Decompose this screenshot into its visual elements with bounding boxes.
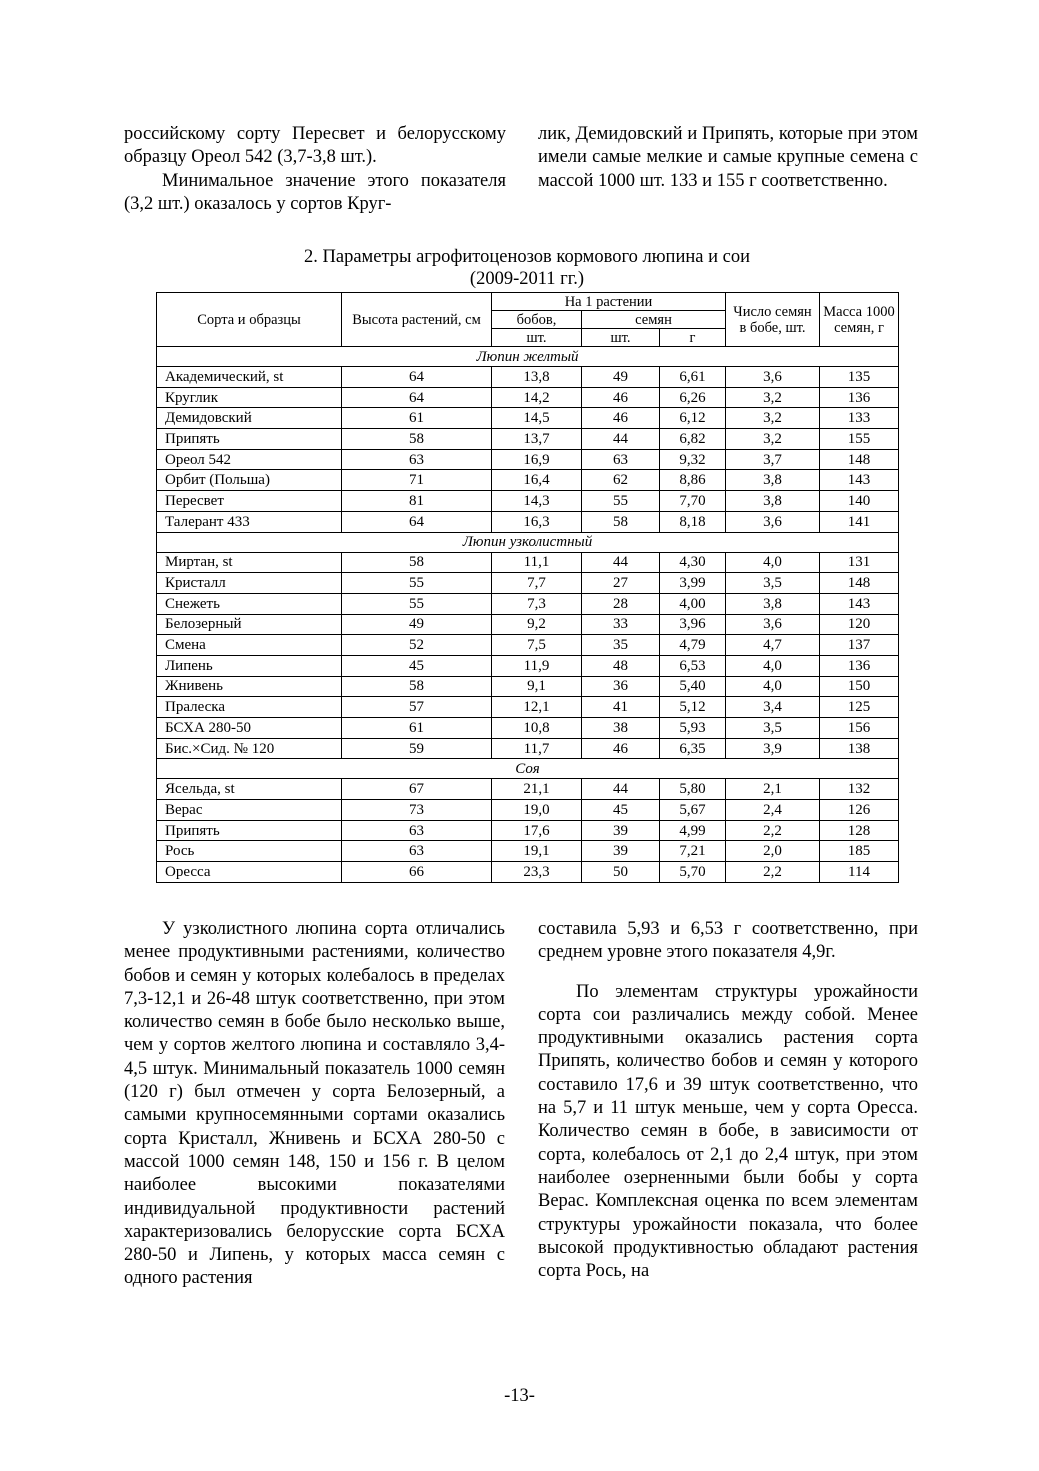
section-row [157, 347, 899, 367]
table-cell: 3,6 [726, 614, 820, 635]
table-cell: 55 [582, 491, 660, 512]
header-seeds: семян [582, 311, 726, 329]
table-row [157, 593, 899, 614]
table-cell: 38 [582, 718, 660, 739]
table-cell: 46 [582, 387, 660, 408]
header-pods: бобов, [492, 311, 582, 329]
table-cell: 71 [342, 470, 492, 491]
table-cell: 44 [582, 429, 660, 450]
paragraph: Минимальное значение этого показателя (3,2 шт.) оказалось у сортов Круг- [124, 170, 506, 214]
table-cell: 138 [820, 738, 899, 759]
table-cell: 28 [582, 593, 660, 614]
table-cell: 8,18 [660, 511, 726, 532]
section-title: Соя [157, 759, 899, 779]
table-cell: 9,2 [492, 614, 582, 635]
table-cell: 6,12 [660, 408, 726, 429]
table-row [157, 408, 899, 429]
table-cell: 3,5 [726, 718, 820, 739]
table-cell: 132 [820, 779, 899, 800]
table-cell: Пралеска [157, 697, 342, 718]
table-cell: Миртан, st [157, 552, 342, 573]
table-cell: 136 [820, 655, 899, 676]
table-row [157, 573, 899, 594]
table-row [157, 800, 899, 821]
table-cell: 50 [582, 862, 660, 883]
table-cell: 10,8 [492, 718, 582, 739]
table-row [157, 779, 899, 800]
table-row [157, 841, 899, 862]
table-cell: 7,5 [492, 635, 582, 656]
table-cell: 55 [342, 593, 492, 614]
table-cell: 7,3 [492, 593, 582, 614]
table-cell: 2,2 [726, 862, 820, 883]
table-cell: 4,99 [660, 820, 726, 841]
table-cell: 11,7 [492, 738, 582, 759]
table-cell: 2,0 [726, 841, 820, 862]
table-cell: 9,1 [492, 676, 582, 697]
table-cell: 4,0 [726, 676, 820, 697]
table-cell: 57 [342, 697, 492, 718]
table-cell: 155 [820, 429, 899, 450]
table-cell: 46 [582, 738, 660, 759]
table-cell: Круглик [157, 387, 342, 408]
table-cell: 11,9 [492, 655, 582, 676]
table-cell: 19,1 [492, 841, 582, 862]
table-cell: 58 [342, 429, 492, 450]
table-cell: Кристалл [157, 573, 342, 594]
table-cell: 3,9 [726, 738, 820, 759]
table-cell: 67 [342, 779, 492, 800]
table-cell: 156 [820, 718, 899, 739]
table-cell: 5,67 [660, 800, 726, 821]
table-caption [156, 246, 898, 290]
table-cell: 46 [582, 408, 660, 429]
section-title: Люпин желтый [157, 347, 899, 367]
table-cell: 143 [820, 593, 899, 614]
table-row [157, 552, 899, 573]
table-row [157, 676, 899, 697]
table-cell: 16,4 [492, 470, 582, 491]
table-cell: Белозерный [157, 614, 342, 635]
table-cell: 6,61 [660, 367, 726, 388]
table-row [157, 697, 899, 718]
table-cell: 6,53 [660, 655, 726, 676]
table-cell: 3,2 [726, 387, 820, 408]
table-cell: 4,79 [660, 635, 726, 656]
table-cell: Орбит (Польша) [157, 470, 342, 491]
header-mass-1000: Масса 1000 семян, г [820, 293, 899, 347]
table-cell: 135 [820, 367, 899, 388]
table-cell: Демидовский [157, 408, 342, 429]
table-cell: 5,40 [660, 676, 726, 697]
table-cell: 7,7 [492, 573, 582, 594]
table-cell: 61 [342, 718, 492, 739]
table-cell: 125 [820, 697, 899, 718]
table-cell: 2,2 [726, 820, 820, 841]
table-cell: 21,1 [492, 779, 582, 800]
table-row [157, 387, 899, 408]
table-cell: 9,32 [660, 449, 726, 470]
table-cell: 12,1 [492, 697, 582, 718]
table-cell: 59 [342, 738, 492, 759]
table-cell: 114 [820, 862, 899, 883]
table-cell: 39 [582, 841, 660, 862]
table-cell: 19,0 [492, 800, 582, 821]
table-cell: 3,8 [726, 491, 820, 512]
table-cell: 140 [820, 491, 899, 512]
table-cell: 2,1 [726, 779, 820, 800]
table-cell: 73 [342, 800, 492, 821]
table-title: 2. Параметры агрофитоценозов кормового люпина и сои [304, 247, 750, 267]
table-cell: 128 [820, 820, 899, 841]
table-cell: 150 [820, 676, 899, 697]
table-cell: Жнивень [157, 676, 342, 697]
page-number: -13- [504, 1386, 535, 1406]
table-cell: 143 [820, 470, 899, 491]
table-cell: Снежеть [157, 593, 342, 614]
text-top-right [538, 123, 918, 193]
table-cell: Ореол 542 [157, 449, 342, 470]
paragraph: У узколистного люпина сорта отличались менее продуктивными растениями, количество бобов и семян у которых колебалось в пределах 7,3-12,1 и 26-48 штук соответственно, при этом количество семян в бобе было несколько выше, чем у сортов желтого люпина и составляло 3,4-4,5 штук. Минимальный показатель 1000 семян (120 г) был отмечен у сорта Белозерный, а самыми крупносемянными сортами оказались сорта Кристалл, Жнивень и БСХА 280-50 с массой 1000 семян 148, 150 и 156 г. В целом наиболее высокими показателями индивидуальной продуктивности растений характеризовались белорусские сорта БСХА 280-50 и Липень, у которых масса семян с одного растения [124, 919, 505, 1289]
table-cell: 45 [582, 800, 660, 821]
table-row [157, 470, 899, 491]
table-cell: 3,6 [726, 367, 820, 388]
table-cell: 131 [820, 552, 899, 573]
paragraph: лик, Демидовский и Припять, которые при этом имели самые мелкие и самые крупные семена с массой 1000 шт. 133 и 155 г соответственно. [538, 124, 918, 191]
paragraph: По элементам структуры урожайности сорта сои различались между собой. Менее продуктивными оказались растения сорта Припять, количество бобов и семян у которого составило 17,6 и 39 штук соответственно, что на 5,7 и 11 штук меньше, чем у сорта Оресса. Количество семян в бобе, в зависимости от сорта, колебалось от 2,1 до 2,4 штук, при этом наиболее озерненными были бобы у сорта Верас. Комплексная оценка по всем элементам структуры урожайности показала, что более высокой продуктивностью обладают растения сорта Рось, на [538, 981, 918, 1282]
table-cell: 13,7 [492, 429, 582, 450]
table-cell: 5,70 [660, 862, 726, 883]
table-cell: 3,7 [726, 449, 820, 470]
header-variety: Сорта и образцы [157, 293, 342, 347]
table-cell: 7,70 [660, 491, 726, 512]
table-row [157, 511, 899, 532]
text-bottom-right [538, 918, 918, 1283]
table-cell: 2,4 [726, 800, 820, 821]
table-cell: 5,80 [660, 779, 726, 800]
table-cell: 27 [582, 573, 660, 594]
table-cell: 3,8 [726, 470, 820, 491]
table-cell: 45 [342, 655, 492, 676]
table-cell: 137 [820, 635, 899, 656]
table-cell: 16,3 [492, 511, 582, 532]
table-cell: 4,7 [726, 635, 820, 656]
table-cell: 6,82 [660, 429, 726, 450]
table-cell: 185 [820, 841, 899, 862]
text-top-left [124, 123, 506, 216]
table-cell: 66 [342, 862, 492, 883]
table-row [157, 614, 899, 635]
table-cell: 16,9 [492, 449, 582, 470]
table-cell: 3,99 [660, 573, 726, 594]
table-cell: 3,5 [726, 573, 820, 594]
table-cell: 4,30 [660, 552, 726, 573]
header-height: Высота растений, см [342, 293, 492, 347]
table-cell: 5,12 [660, 697, 726, 718]
table-row [157, 820, 899, 841]
table-cell: 14,5 [492, 408, 582, 429]
table-cell: 44 [582, 779, 660, 800]
table-cell: Талерант 433 [157, 511, 342, 532]
table-cell: 3,6 [726, 511, 820, 532]
table-cell: 133 [820, 408, 899, 429]
section-row [157, 532, 899, 552]
table-cell: 3,2 [726, 408, 820, 429]
table-cell: Липень [157, 655, 342, 676]
table-cell: 17,6 [492, 820, 582, 841]
table-row [157, 718, 899, 739]
table-cell: Академический, st [157, 367, 342, 388]
table-cell: 58 [342, 552, 492, 573]
table-cell: 39 [582, 820, 660, 841]
paragraph: российскому сорту Пересвет и белорусскому образцу Ореол 542 (3,7-3,8 шт.). [124, 124, 506, 168]
table-cell: 6,35 [660, 738, 726, 759]
data-table [156, 292, 899, 883]
table-row [157, 862, 899, 883]
header-seeds-g: г [660, 329, 726, 347]
table-cell: 3,96 [660, 614, 726, 635]
table-cell: 62 [582, 470, 660, 491]
table-cell: 11,1 [492, 552, 582, 573]
table-cell: 36 [582, 676, 660, 697]
text-bottom-left [124, 918, 505, 1291]
section-title: Люпин узколистный [157, 532, 899, 552]
table-cell: 5,93 [660, 718, 726, 739]
table-cell: Ясельда, st [157, 779, 342, 800]
table-cell: 35 [582, 635, 660, 656]
table-cell: 3,4 [726, 697, 820, 718]
table-cell: 49 [342, 614, 492, 635]
table-cell: Верас [157, 800, 342, 821]
table-cell: 55 [342, 573, 492, 594]
table-cell: 7,21 [660, 841, 726, 862]
table-cell: Бис.×Сид. № 120 [157, 738, 342, 759]
table-period: (2009-2011 гг.) [469, 269, 585, 289]
table-cell: 63 [342, 449, 492, 470]
table-body [157, 347, 899, 883]
table-cell: Припять [157, 429, 342, 450]
table-row [157, 655, 899, 676]
table-cell: 64 [342, 367, 492, 388]
table-cell: 3,8 [726, 593, 820, 614]
table-cell: 6,26 [660, 387, 726, 408]
table-row [157, 367, 899, 388]
table-cell: 136 [820, 387, 899, 408]
table-cell: 64 [342, 387, 492, 408]
table-cell: Припять [157, 820, 342, 841]
table-cell: 63 [342, 841, 492, 862]
table-cell: Оресса [157, 862, 342, 883]
section-row [157, 759, 899, 779]
header-seeds-per-pod: Число семян в бобе, шт. [726, 293, 820, 347]
table-cell: 23,3 [492, 862, 582, 883]
table-cell: 4,0 [726, 552, 820, 573]
table-cell: 13,8 [492, 367, 582, 388]
header-pods-unit: шт. [492, 329, 582, 347]
table-cell: 14,2 [492, 387, 582, 408]
table-cell: 126 [820, 800, 899, 821]
table-cell: 64 [342, 511, 492, 532]
table-cell: 63 [342, 820, 492, 841]
table-cell: БСХА 280-50 [157, 718, 342, 739]
table-cell: 61 [342, 408, 492, 429]
table-cell: 8,86 [660, 470, 726, 491]
table-cell: 4,00 [660, 593, 726, 614]
header-seeds-pcs: шт. [582, 329, 660, 347]
table-cell: 44 [582, 552, 660, 573]
table-cell: 14,3 [492, 491, 582, 512]
table-cell: 4,0 [726, 655, 820, 676]
table-cell: 48 [582, 655, 660, 676]
paragraph: составила 5,93 и 6,53 г соответственно, при среднем уровне этого показателя 4,9г. [538, 919, 918, 963]
table-cell: 141 [820, 511, 899, 532]
table-cell: 81 [342, 491, 492, 512]
table-cell: 33 [582, 614, 660, 635]
table-row [157, 635, 899, 656]
table-cell: 58 [342, 676, 492, 697]
table-cell: 58 [582, 511, 660, 532]
table-cell: 148 [820, 449, 899, 470]
table-cell: 120 [820, 614, 899, 635]
table-cell: 41 [582, 697, 660, 718]
table-row [157, 429, 899, 450]
table-cell: 49 [582, 367, 660, 388]
table-cell: Смена [157, 635, 342, 656]
table-cell: 148 [820, 573, 899, 594]
table-cell: Пересвет [157, 491, 342, 512]
table-row [157, 491, 899, 512]
header-per-plant: На 1 растении [492, 293, 726, 311]
table-row [157, 738, 899, 759]
table-cell: 63 [582, 449, 660, 470]
table-cell: Рось [157, 841, 342, 862]
table-row [157, 449, 899, 470]
table-cell: 52 [342, 635, 492, 656]
table-cell: 3,2 [726, 429, 820, 450]
